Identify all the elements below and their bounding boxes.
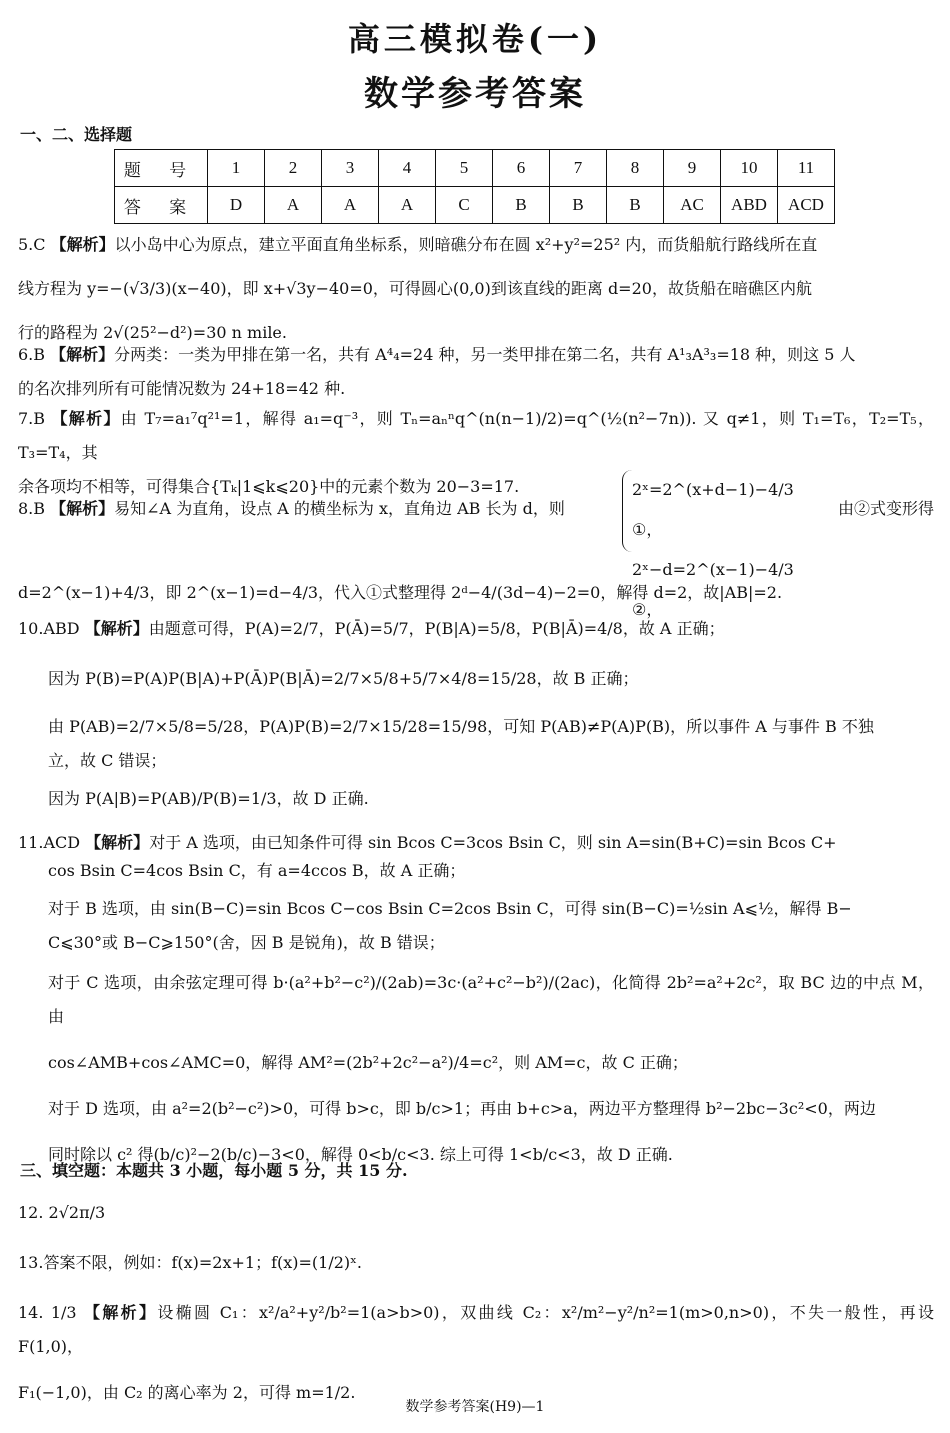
solution-line: cos Bsin C=4cos Bsin C，有 a=4ccos B，故 A 正确； (48, 861, 466, 880)
analysis-tag: 【解析】 (85, 833, 150, 852)
solution-line: 对于 A 选项，由已知条件可得 sin Bcos C=3cos Bsin C，则 sin A=sin(B+C)=sin Bcos C+ (149, 833, 837, 852)
table-cell: AC (664, 187, 721, 224)
row-label-number: 题 号 (115, 150, 208, 187)
table-cell: ABD (721, 187, 778, 224)
analysis-tag: 【解析】 (50, 235, 115, 254)
solution-line: 对于 C 选项，由余弦定理可得 b·(a²+b²−c²)/(2ab)=3c·(a²+c²−b²)/(2ac)，化简得 2b²=a²+2c²，取 BC 边的中点 M，由 (48, 973, 934, 1026)
analysis-tag: 【解析】 (84, 1303, 158, 1322)
table-cell: A (379, 187, 436, 224)
question-number: 10.ABD (18, 619, 80, 638)
page-footer: 数学参考答案(H9)—1 (405, 1399, 545, 1415)
solution-line: 线方程为 y=−(√3/3)(x−40)，即 x+√3y−40=0，可得圆心(0,0)到该直线的距离 d=20，故货船在暗礁区内航 (18, 279, 812, 298)
solution-line: 余各项均不相等，可得集合{Tₖ|1⩽k⩽20}中的元素个数为 20−3=17. (18, 477, 520, 496)
answer-table (114, 149, 835, 224)
table-cell: 3 (322, 150, 379, 187)
table-cell: 5 (436, 150, 493, 187)
solution-q6 (18, 338, 934, 406)
page-subtitle: 数学参考答案 (364, 74, 586, 114)
table-cell: 7 (550, 150, 607, 187)
solution-line: 由②式变形得 (837, 499, 934, 518)
question-number: 7.B (18, 409, 46, 428)
question-number: 11.ACD (18, 833, 81, 852)
solution-line: cos∠AMB+cos∠AMC=0，解得 AM²=(2b²+2c²−a²)/4=c²，则 AM=c，故 C 正确； (48, 1053, 688, 1072)
question-number: 14. 1/3 (18, 1303, 77, 1322)
solution-line: 因为 P(A|B)=P(AB)/P(B)=1/3，故 D 正确. (48, 789, 369, 808)
solution-line: 以小岛中心为原点，建立平面直角坐标系，则暗礁分布在圆 x²+y²=25² 内，而货船航行路线所在直 (114, 235, 818, 254)
table-cell: 4 (379, 150, 436, 187)
solution-q5 (18, 228, 934, 350)
table-cell: A (322, 187, 379, 224)
table-cell: D (208, 187, 265, 224)
solution-line: 13.答案不限，例如：f(x)=2x+1；f(x)=(1/2)ˣ. (18, 1253, 363, 1272)
solution-line: 对于 D 选项，由 a²=2(b²−c²)>0，可得 b>c，即 b/c>1；再由 b+c>a，两边平方整理得 b²−2bc−3c²<0，两边 (48, 1099, 876, 1118)
table-row-numbers (115, 150, 835, 187)
solution-line: 设椭圆 C₁：x²/a²+y²/b²=1(a>b>0)，双曲线 C₂：x²/m²−y²/n²=1(m>0,n>0)，不失一般性，再设 F(1,0)， (18, 1303, 934, 1356)
solution-q10 (18, 612, 934, 646)
table-cell: 2 (265, 150, 322, 187)
table-cell: 1 (208, 150, 265, 187)
table-cell: A (265, 187, 322, 224)
solution-q10-cont (48, 662, 934, 816)
solution-line: 对于 B 选项，由 sin(B−C)=sin Bcos C−cos Bsin C=2cos Bsin C，可得 sin(B−C)=½sin A⩽½，解得 B− (48, 899, 852, 918)
solution-line: 分两类：一类为甲排在第一名，共有 A⁴₄=24 种，另一类甲排在第二名，共有 A¹₃A³₃=18 种，则这 5 人 (114, 345, 856, 364)
section-title-choice: 一、二、选择题 (20, 125, 133, 144)
question-number: 6.B (18, 345, 46, 364)
solution-line: 因为 P(B)=P(A)P(B|A)+P(Ā)P(B|Ā)=2/7×5/8+5/7×4/8=15/28，故 B 正确； (48, 669, 639, 688)
solution-line: 由 T₇=a₁⁷q²¹=1，解得 a₁=q⁻³，则 Tₙ=aₙⁿq^(n(n−1)/2)=q^(½(n²−7n)). 又 q≠1，则 T₁=T₆，T₂=T₅，T₃=T₄，其 (18, 409, 934, 462)
table-cell: 6 (493, 150, 550, 187)
solution-line: d=2^(x−1)+4/3，即 2^(x−1)=d−4/3，代入①式整理得 2ᵈ−4/(3d−4)−2=0，解得 d=2，故|AB|=2. (18, 583, 783, 602)
analysis-tag: 【解析】 (51, 409, 121, 428)
equation-1: 2ˣ=2^(x+d−1)−4/3 ①， (632, 480, 794, 539)
solution-line: 的名次排列所有可能情况数为 24+18=42 种. (18, 379, 346, 398)
solution-line: 同时除以 c² 得(b/c)²−2(b/c)−3<0，解得 0<b/c<3. 综上可得 1<b/c<3，故 D 正确. (48, 1145, 673, 1164)
table-cell: C (436, 187, 493, 224)
solution-q12 (18, 1196, 934, 1230)
solution-q14 (18, 1296, 934, 1410)
solution-line: C⩽30°或 B−C⩾150°(舍，因 B 是锐角)，故 B 错误； (48, 933, 445, 952)
solution-line: 行的路程为 2√(25²−d²)=30 n mile. (18, 323, 287, 342)
section-title-fill: 三、填空题：本题共 3 小题，每小题 5 分，共 15 分. (20, 1161, 408, 1180)
analysis-tag: 【解析】 (84, 619, 149, 638)
table-cell: 10 (721, 150, 778, 187)
solution-line: 由 P(AB)=2/7×5/8=5/28，P(A)P(B)=2/7×15/28=15/98，可知 P(AB)≠P(A)P(B)，所以事件 A 与事件 B 不独 (48, 717, 874, 736)
solution-line: 12. 2√2π/3 (18, 1203, 106, 1222)
row-label-answer: 答 案 (115, 187, 208, 224)
solution-line: F₁(−1,0)，由 C₂ 的离心率为 2，可得 m=1/2. (18, 1383, 356, 1402)
question-number: 5.C (18, 235, 46, 254)
solution-q11-cont (48, 854, 934, 1172)
page-title: 高三模拟卷(一) (347, 20, 603, 58)
solution-line: 易知∠A 为直角，设点 A 的横坐标为 x，直角边 AB 长为 d，则 (114, 499, 565, 518)
table-row-answers (115, 187, 835, 224)
table-cell: B (550, 187, 607, 224)
solution-q8 (18, 470, 934, 619)
table-cell: 8 (607, 150, 664, 187)
solution-line: 立，故 C 错误； (48, 751, 167, 770)
solution-q13 (18, 1246, 934, 1280)
question-number: 8.B (18, 499, 46, 518)
table-cell: B (493, 187, 550, 224)
solution-line: 由题意可得，P(A)=2/7，P(Ā)=5/7，P(B|A)=5/8，P(B|Ā)=4/8，故 A 正确； (148, 619, 725, 638)
analysis-tag: 【解析】 (50, 345, 115, 364)
table-cell: ACD (778, 187, 835, 224)
table-cell: 9 (664, 150, 721, 187)
table-cell: B (607, 187, 664, 224)
equation-2: 2ˣ−d=2^(x−1)−4/3 ②， (632, 560, 794, 619)
table-cell: 11 (778, 150, 835, 187)
analysis-tag: 【解析】 (50, 499, 115, 518)
